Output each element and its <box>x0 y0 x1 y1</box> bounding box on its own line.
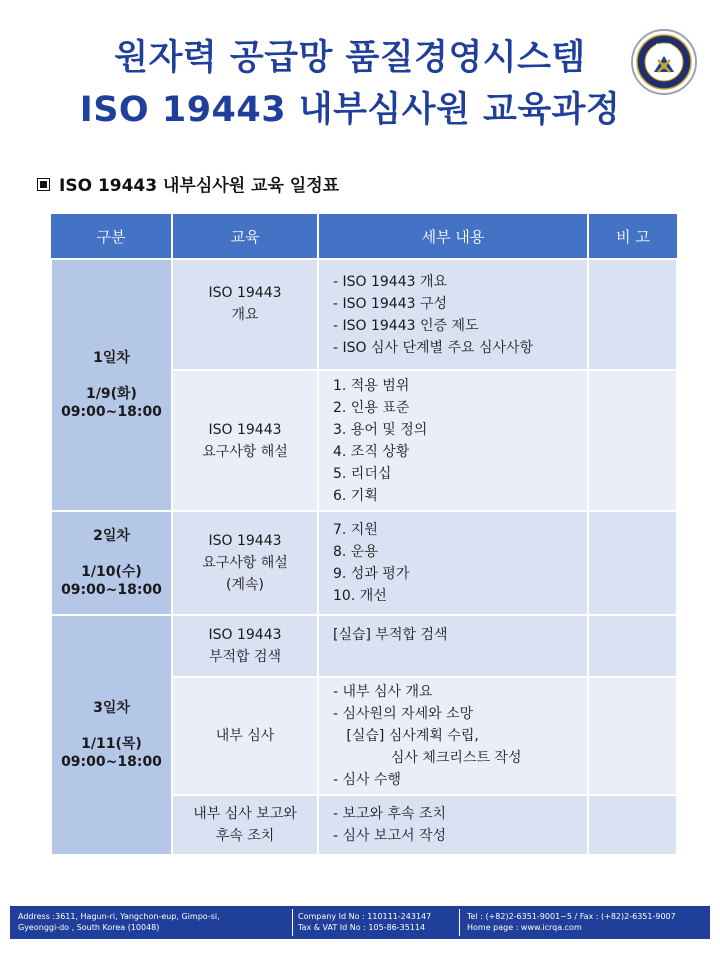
course-line: 부적합 검색 <box>208 649 282 665</box>
remarks-cell <box>588 370 677 511</box>
detail-item: 심사 체크리스트 작성 <box>333 750 522 766</box>
day-label: 1일차 <box>93 350 130 366</box>
detail-item: 3. 용어 및 정의 <box>333 421 428 438</box>
company-id: Company Id No : 110111-243147 <box>298 912 432 921</box>
footer-contact <box>467 911 676 933</box>
detail-item: - 심사 수행 <box>333 772 402 788</box>
course-cell <box>172 511 318 615</box>
table-row <box>51 511 677 615</box>
header-course: 교육 <box>172 214 318 259</box>
course-line: 내부 심사 <box>215 728 275 744</box>
remarks-cell <box>588 615 677 677</box>
remarks-cell <box>588 677 677 795</box>
detail-item: 9. 성과 평가 <box>333 566 410 582</box>
course-line: 후속 조치 <box>215 828 275 844</box>
table-header-row <box>51 214 677 259</box>
day-date: 1/9(화) <box>86 386 137 402</box>
day-time: 09:00~18:00 <box>61 582 162 598</box>
course-cell <box>172 795 318 855</box>
detail-item: - ISO 심사 단계별 주요 심사사항 <box>333 339 534 356</box>
header-details: 세부 내용 <box>318 214 588 259</box>
remarks-cell <box>588 511 677 615</box>
title-line-1: 원자력 공급망 품질경영시스템 <box>114 38 586 78</box>
course-line: 내부 심사 보고와 <box>193 806 297 822</box>
address-line: Address :3611, Hagun-ri, Yangchon-eup, Gimpo-si, <box>18 912 220 921</box>
table-row <box>51 259 677 370</box>
details-cell <box>318 259 588 370</box>
tax-id: Tax & VAT Id No : 105-86-35114 <box>298 923 426 932</box>
detail-item: 5. 리더십 <box>333 465 392 482</box>
footer-bar <box>10 906 710 939</box>
day-label: 3일차 <box>93 700 130 716</box>
details-cell <box>318 511 588 615</box>
course-line: ISO 19443 <box>208 421 282 438</box>
detail-item: [실습] 심사계획 수립, <box>333 728 479 744</box>
header-remarks: 비 고 <box>588 214 677 259</box>
detail-item: [실습] 부적합 검색 <box>333 627 448 643</box>
day-label: 2일차 <box>93 528 130 544</box>
detail-item: - 심사 보고서 작성 <box>333 828 447 844</box>
course-line: 요구사항 해설 <box>202 555 288 571</box>
title-line-2: ISO 19443 내부심사원 교육과정 <box>79 90 621 130</box>
logo-text: ICR <box>655 43 673 53</box>
course-line: 요구사항 해설 <box>202 443 288 460</box>
detail-item: - ISO 19443 개요 <box>333 273 448 290</box>
day-date: 1/10(수) <box>81 564 142 580</box>
detail-item: - 내부 심사 개요 <box>333 684 433 700</box>
detail-item: - ISO 19443 구성 <box>333 295 448 312</box>
footer-divider <box>292 909 293 936</box>
course-line: ISO 19443 <box>208 533 282 549</box>
day-cell <box>51 511 172 615</box>
course-line: ISO 19443 <box>208 627 282 643</box>
detail-item: 8. 운용 <box>333 544 378 560</box>
day-cell <box>51 615 172 855</box>
details-cell <box>318 370 588 511</box>
detail-item: 2. 인용 표준 <box>333 399 410 416</box>
detail-item: 6. 기획 <box>333 487 378 504</box>
detail-item: 4. 조직 상황 <box>333 443 410 460</box>
day-time: 09:00~18:00 <box>61 754 162 770</box>
address-line: Gyeonggi-do , South Korea (10048) <box>18 923 160 932</box>
remarks-cell <box>588 259 677 370</box>
detail-item: - 심사원의 자세와 소망 <box>333 706 474 722</box>
detail-item: - ISO 19443 인증 제도 <box>333 317 479 334</box>
course-cell <box>172 370 318 511</box>
day-date: 1/11(목) <box>81 736 142 752</box>
day-time: 09:00~18:00 <box>61 404 162 420</box>
detail-item: 1. 적용 범위 <box>333 377 410 394</box>
icr-emblem-icon <box>630 28 698 96</box>
square-bullet-icon <box>37 178 50 191</box>
detail-item: - 보고와 후속 조치 <box>333 806 447 822</box>
course-line: 개요 <box>231 306 259 323</box>
details-cell <box>318 795 588 855</box>
remarks-cell <box>588 795 677 855</box>
details-cell <box>318 677 588 795</box>
homepage-link[interactable]: Home page : www.icrqa.com <box>467 923 582 932</box>
header-division: 구분 <box>51 214 172 259</box>
footer-company <box>298 911 431 933</box>
tel-fax: Tel : (+82)2-6351-9001~5 / Fax : (+82)2-6351-9007 <box>467 912 676 921</box>
footer-address <box>18 911 220 933</box>
schedule-table <box>50 214 678 856</box>
table-row <box>51 615 677 677</box>
course-line: ISO 19443 <box>208 284 282 301</box>
details-cell <box>318 615 588 677</box>
course-cell <box>172 677 318 795</box>
detail-item: 7. 지원 <box>333 522 378 538</box>
footer-divider <box>459 909 460 936</box>
course-cell <box>172 615 318 677</box>
day-cell <box>51 259 172 511</box>
section-heading <box>37 171 339 196</box>
detail-item: 10. 개선 <box>333 588 387 604</box>
course-cell <box>172 259 318 370</box>
section-title: ISO 19443 내부심사원 교육 일정표 <box>59 176 340 196</box>
course-line: (계속) <box>226 577 264 593</box>
